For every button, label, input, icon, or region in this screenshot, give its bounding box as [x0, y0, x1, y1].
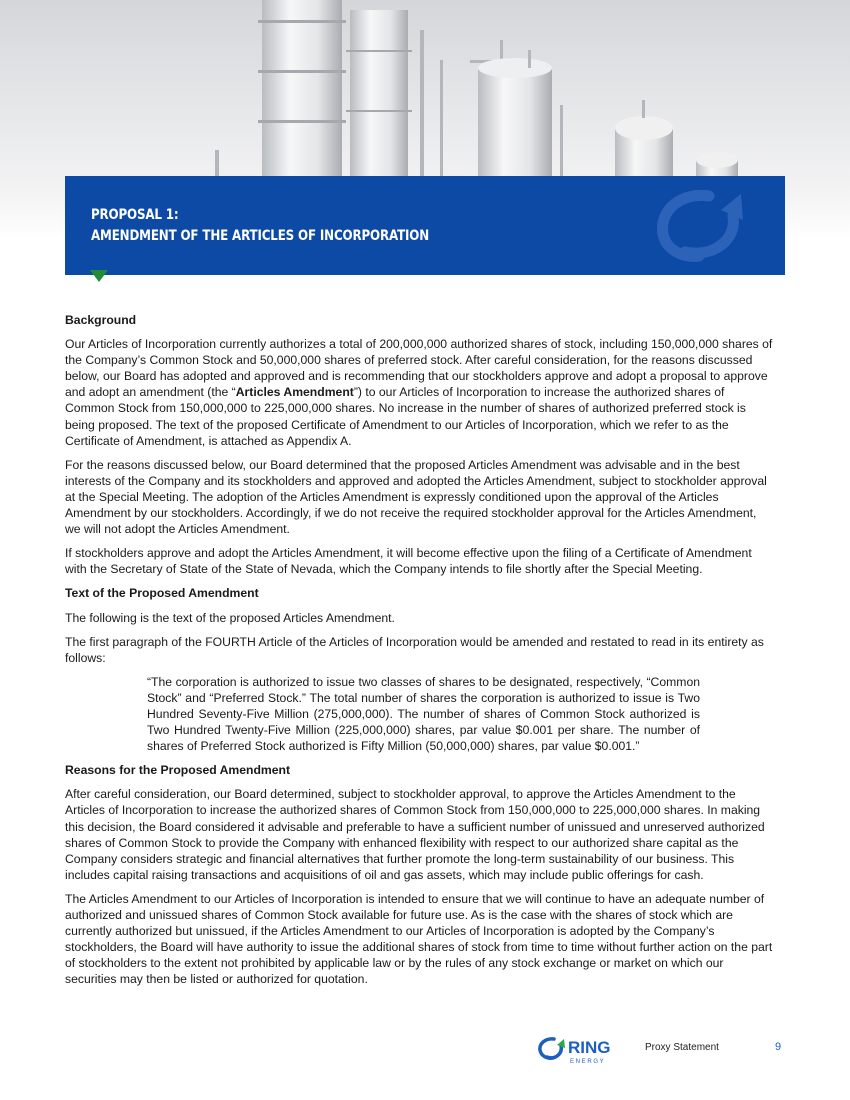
ring-energy-logo: [538, 1036, 630, 1064]
banner-title-line1: PROPOSAL 1:: [91, 207, 179, 223]
reasons-paragraph-2: The Articles Amendment to our Articles of Incorporation is intended to ensure that we will continue to have an adequate number of authorized and unissued shares of Common Stock available for future use. As is the case with the shares of stock which are currently authorized but unissued, if the Articles Amendment to our Articles of Incorporation is adopted by the Company’s stockholders, the Board will have authority to issue the additional shares of stock from time to time without further action on the part of stockholders to the extent not prohibited by applicable law or by the rules of any stock exchange or market on which our securities may then be listed or authorized for quotation.: [65, 891, 773, 987]
footer-label: Proxy Statement: [645, 1042, 719, 1053]
banner-title: [91, 205, 429, 247]
background-paragraph-1-text-a: Our Articles of Incorporation currently authorizes a total of 200,000,000 authorized shares of stock, including 150,000,000 shares of the Company’s Common Stock and 50,000,000 shares of preferred stock. After careful consideration, for the reasons discussed below, our Board has adopted and approved and is recommending that our stockholders approve and adopt a proposal to approve and adopt an amendment (the “: [65, 337, 773, 400]
logo-word: RING: [568, 1038, 611, 1057]
articles-amendment-term: Articles Amendment: [235, 385, 354, 400]
background-heading: Background: [65, 313, 137, 327]
text-amendment-heading: Text of the Proposed Amendment: [65, 586, 259, 601]
text-amendment-paragraph-2: The first paragraph of the FOURTH Article of the Articles of Incorporation would be amended and restated to read in its entirety as follows:: [65, 634, 764, 665]
proposal-banner: [65, 176, 785, 275]
page-number: 9: [775, 1041, 782, 1053]
text-amendment-paragraph-1: The following is the text of the proposed Articles Amendment.: [65, 610, 395, 625]
reasons-heading: Reasons for the Proposed Amendment: [65, 763, 291, 778]
background-paragraph-3: If stockholders approve and adopt the Articles Amendment, it will become effective upon the filing of a Certificate of Amendment with the Secretary of State of the State of Nevada, which the Company intends to file shortly after the Special Meeting.: [65, 546, 752, 577]
down-triangle-icon: [90, 270, 108, 282]
background-paragraph-1-text-b: ”) to our Articles of Incorporation to increase the authorized shares of Common Stock from 150,000,000 to 225,000,000 shares. No increase in the number of shares of authorized preferred stock is being proposed. The text of the proposed Certificate of Amendment to our Articles of Incorporation, which we refer to as the Certificate of Amendment, is attached as Appendix A.: [65, 385, 746, 448]
proposal-content: [65, 312, 775, 995]
background-paragraph-1: [65, 336, 775, 449]
banner-title-line2: AMENDMENT OF THE ARTICLES OF INCORPORATION: [91, 228, 430, 244]
background-paragraph-2: For the reasons discussed below, our Board determined that the proposed Articles Amendment was advisable and in the best interests of the Company and its stockholders and approved and adopted the Articles Amendment, subject to stockholder approval at the Special Meeting. The adoption of the Articles Amendment is expressly conditioned upon the approval of the Articles Amendment by our stockholders. Accordingly, if we do not receive the required stockholder approval for the Articles Amendment, we will not adopt the Articles Amendment.: [65, 457, 767, 537]
logo-subword: E N E R G Y: [570, 1059, 604, 1064]
ring-swirl-icon: [651, 188, 747, 262]
amendment-quote: “The corporation is authorized to issue two classes of shares to be designated, respectively, “Common Stock” and “Preferred Stock.” The total number of shares the corporation is authorized to issue is Two Hundred Seventy-Five Million (275,000,000). The number of shares of Common Stock authorized is Two Hundred Twenty-Five Million (225,000,000) shares, par value $0.001 per share. The number of shares of Preferred Stock authorized is Fifty Million (50,000,000) shares, par value $0.001.”: [147, 674, 700, 754]
reasons-paragraph-1: After careful consideration, our Board determined, subject to stockholder approval, to approve the Articles Amendment to the Articles of Incorporation to increase the authorized shares of Common Stock from 150,000,000 to 225,000,000 shares. In making this decision, the Board considered it advisable and preferable to have a sufficient number of unissued and unreserved authorized shares of Common Stock to provide the Company with enhanced flexibility with respect to our authorized share capital as the Company considers strategic and financial alternatives that further promote the long-term sustainability of our business. This includes capital raising transactions and acquisitions of oil and gas assets, which may include public offerings for cash.: [65, 787, 765, 882]
